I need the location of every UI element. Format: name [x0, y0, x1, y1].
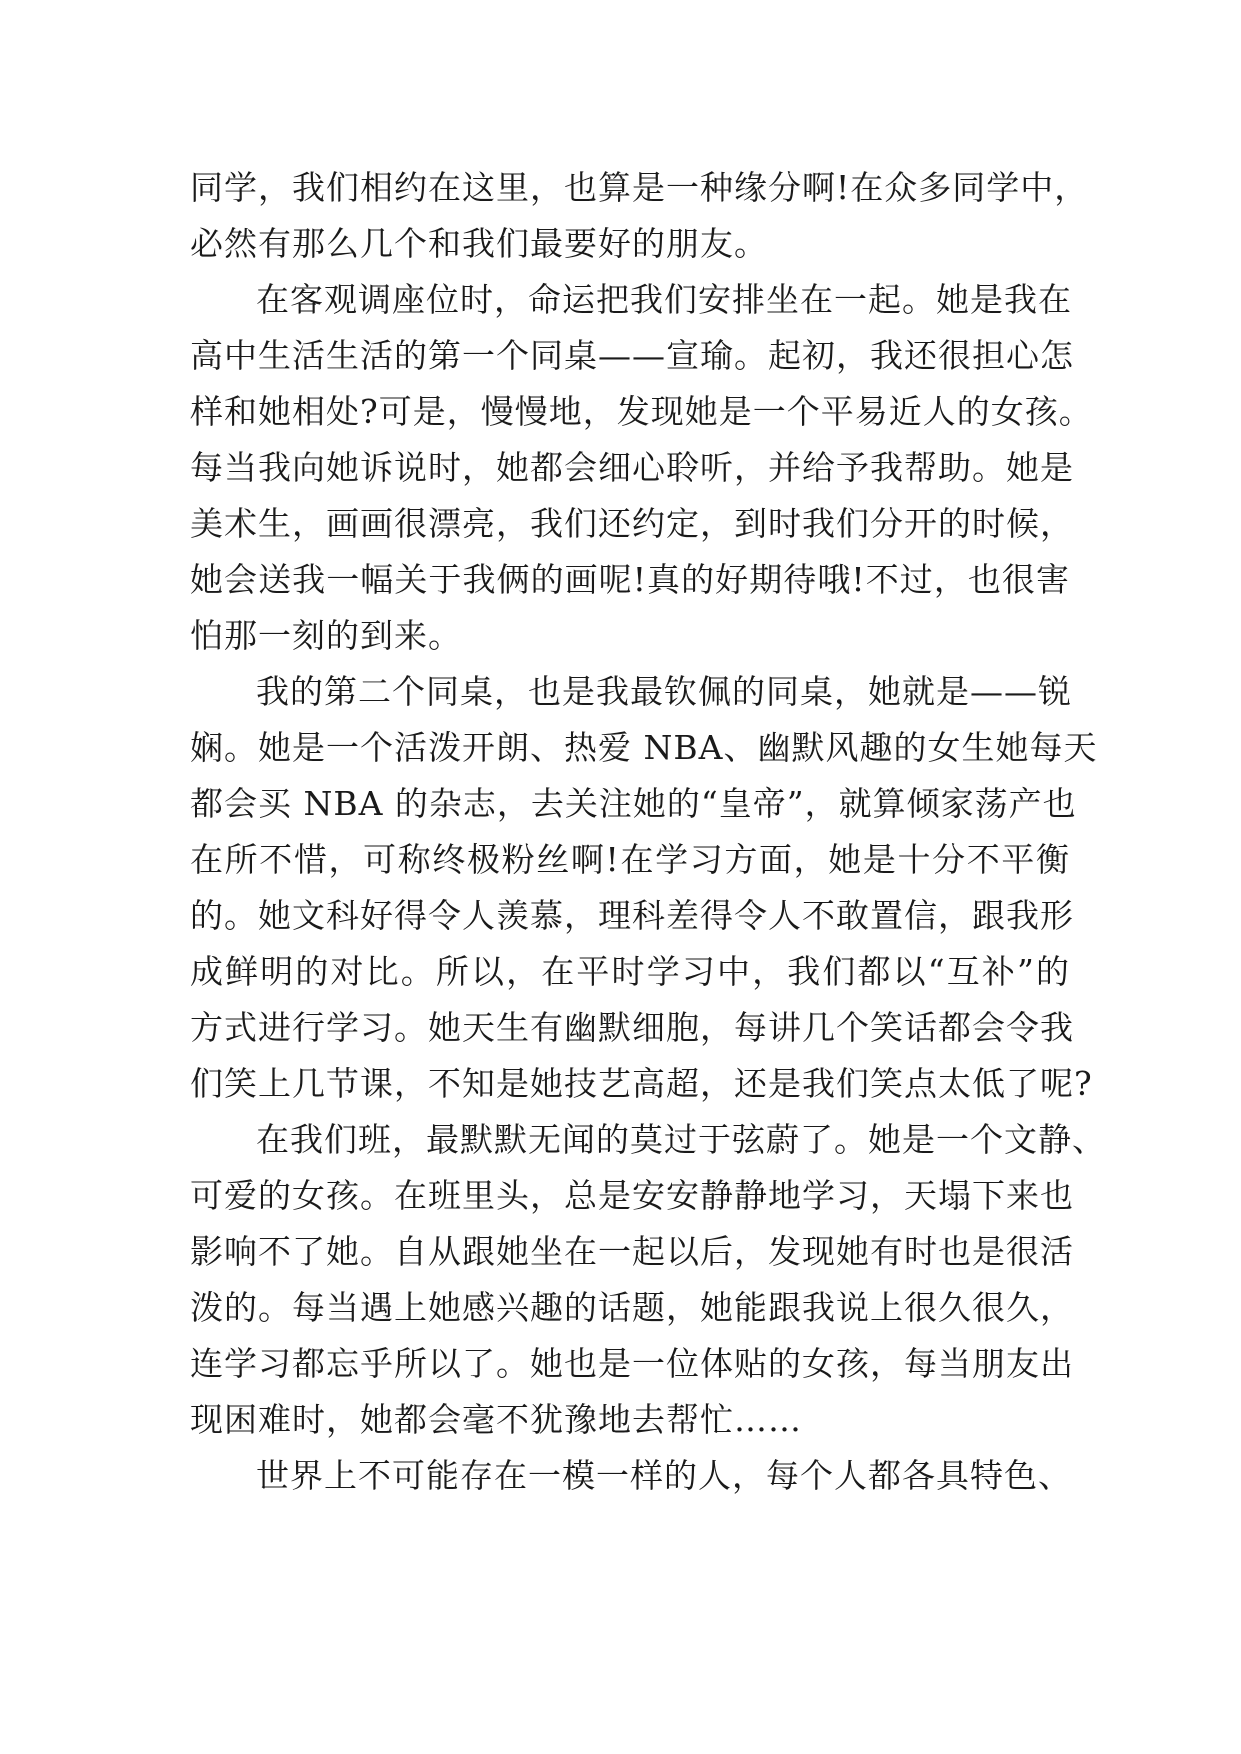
text-line: 必然有那么几个和我们最要好的朋友。 — [190, 224, 768, 263]
text-line: 泼的。每当遇上她感兴趣的话题，她能跟我说上很久很久， — [190, 1288, 1074, 1327]
text-line: 影响不了她。自从跟她坐在一起以后，发现她有时也是很活 — [190, 1232, 1074, 1271]
text-line: 她会送我一幅关于我俩的画呢!真的好期待哦!不过，也很害 — [190, 560, 1070, 599]
text-line: 成鲜明的对比。所以，在平时学习中，我们都以“互补”的 — [190, 952, 1070, 991]
text-line: 的。她文科好得令人羡慕，理科差得令人不敢置信，跟我形 — [190, 896, 1074, 935]
text-line: 娴。她是一个活泼开朗、热爱 NBA、幽默风趣的女生她每天 — [190, 728, 1098, 767]
paragraph-first-line: 世界上不可能存在一模一样的人，每个人都各具特色、 — [256, 1456, 1072, 1495]
text-line: 样和她相处?可是，慢慢地，发现她是一个平易近人的女孩。 — [190, 392, 1093, 431]
paragraph-first-line: 在我们班，最默默无闻的莫过于弦蔚了。她是一个文静、 — [256, 1120, 1106, 1159]
text-line: 都会买 NBA 的杂志，去关注她的“皇帝”，就算倾家荡产也 — [190, 784, 1077, 823]
text-line: 美术生，画画很漂亮，我们还约定，到时我们分开的时候， — [190, 504, 1074, 543]
text-line: 们笑上几节课，不知是她技艺高超，还是我们笑点太低了呢? — [190, 1064, 1093, 1103]
text-line: 在所不惜，可称终极粉丝啊!在学习方面，她是十分不平衡 — [190, 840, 1070, 879]
paragraph-first-line: 我的第二个同桌，也是我最钦佩的同桌，她就是——锐 — [256, 672, 1072, 711]
text-line: 高中生活生活的第一个同桌——宣瑜。起初，我还很担心怎 — [190, 336, 1074, 375]
text-line: 连学习都忘乎所以了。她也是一位体贴的女孩，每当朋友出 — [190, 1344, 1074, 1383]
text-line: 同学，我们相约在这里，也算是一种缘分啊!在众多同学中， — [190, 168, 1089, 207]
paragraph-first-line: 在客观调座位时，命运把我们安排坐在一起。她是我在 — [256, 280, 1072, 319]
text-line: 每当我向她诉说时，她都会细心聆听，并给予我帮助。她是 — [190, 448, 1074, 487]
text-line: 可爱的女孩。在班里头，总是安安静静地学习，天塌下来也 — [190, 1176, 1074, 1215]
text-line: 怕那一刻的到来。 — [190, 616, 462, 655]
text-line: 现困难时，她都会毫不犹豫地去帮忙…… — [190, 1400, 802, 1439]
text-line: 方式进行学习。她天生有幽默细胞，每讲几个笑话都会令我 — [190, 1008, 1074, 1047]
